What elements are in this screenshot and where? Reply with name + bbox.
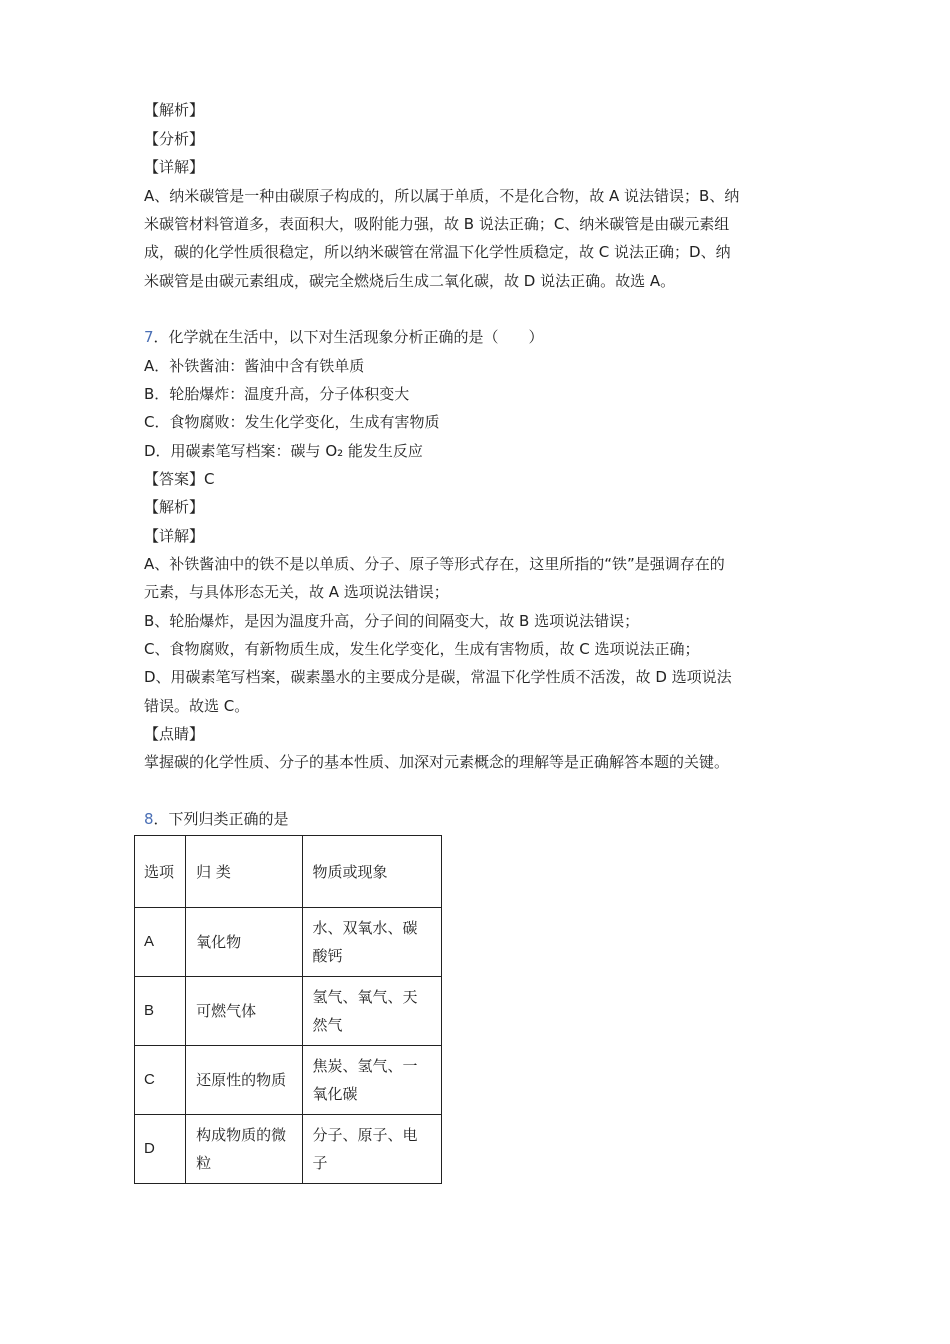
header-category: 归 类 <box>186 836 302 908</box>
q6-detail-line: A、纳米碳管是一种由碳原子构成的，所以属于单质，不是化合物，故 A 说法错误；B、纳 <box>144 187 740 205</box>
q7-answer <box>144 469 215 489</box>
row-category: 可燃气体 <box>186 977 302 1046</box>
row-category: 氧化物 <box>186 908 302 977</box>
row-category: 还原性的物质 <box>186 1046 302 1115</box>
q7-detail-line: 元素，与具体形态无关，故 A 选项说法错误； <box>144 583 449 601</box>
row-option: B <box>135 977 186 1046</box>
table-row <box>135 1046 442 1115</box>
q8-stem-text: ．下列归类正确的是 <box>153 810 289 828</box>
row-option: C <box>135 1046 186 1115</box>
q8-stem <box>144 809 289 829</box>
q7-stem-text: ．化学就在生活中，以下对生活现象分析正确的是（ ） <box>153 328 544 346</box>
table-row <box>135 1115 442 1184</box>
analysis-tag: 【解析】 <box>144 101 205 119</box>
detail-tag: 【详解】 <box>144 158 205 176</box>
row-items: 水、双氧水、碳酸钙 <box>302 908 441 977</box>
table-row <box>135 977 442 1046</box>
q7-detail-line: D、用碳素笔写档案，碳素墨水的主要成分是碳，常温下化学性质不活泼，故 D 选项说法 <box>144 668 732 686</box>
row-option: A <box>135 908 186 977</box>
q7-analysis-tag: 【解析】 <box>144 498 205 516</box>
q6-detail-line: 米碳管是由碳元素组成，碳完全燃烧后生成二氧化碳，故 D 说法正确。故选 A。 <box>144 272 676 290</box>
q7-detail-line: A、补铁酱油中的铁不是以单质、分子、原子等形式存在，这里所指的“铁”是强调存在的 <box>144 555 725 573</box>
q7-option-a: A．补铁酱油：酱油中含有铁单质 <box>144 357 365 375</box>
q6-detail-line: 成，碳的化学性质很稳定，所以纳米碳管在常温下化学性质稳定，故 C 说法正确；D、纳 <box>144 243 731 261</box>
q7-comment-tag: 【点睛】 <box>144 725 205 743</box>
answer-value: C <box>204 470 215 488</box>
row-items: 焦炭、氢气、一氧化碳 <box>302 1046 441 1115</box>
q7-stem <box>144 327 544 347</box>
q7-detail-line: 错误。故选 C。 <box>144 697 250 715</box>
q7-detail-tag: 【详解】 <box>144 527 205 545</box>
answer-tag: 【答案】 <box>144 470 205 488</box>
table-header-row <box>135 836 442 908</box>
q6-detail-line: 米碳管材料管道多，表面积大，吸附能力强，故 B 说法正确；C、纳米碳管是由碳元素组 <box>144 215 730 233</box>
row-category: 构成物质的微粒 <box>186 1115 302 1184</box>
header-option: 选项 <box>135 836 186 908</box>
header-items: 物质或现象 <box>302 836 441 908</box>
q7-number: 7 <box>144 328 154 346</box>
row-items: 分子、原子、电子 <box>302 1115 441 1184</box>
q7-detail-line: B、轮胎爆炸，是因为温度升高，分子间的间隔变大，故 B 选项说法错误； <box>144 612 640 630</box>
table-row <box>135 908 442 977</box>
q7-option-b: B．轮胎爆炸：温度升高，分子体积变大 <box>144 385 410 403</box>
q7-detail-line: C、食物腐败，有新物质生成，发生化学变化，生成有害物质，故 C 选项说法正确； <box>144 640 700 658</box>
row-items: 氢气、氧气、天然气 <box>302 977 441 1046</box>
q7-option-d: D．用碳素笔写档案：碳与 O₂ 能发生反应 <box>144 442 423 460</box>
fenxi-tag: 【分析】 <box>144 130 205 148</box>
classification-table <box>134 835 442 1184</box>
q7-option-c: C．食物腐败：发生化学变化，生成有害物质 <box>144 413 440 431</box>
q7-comment: 掌握碳的化学性质、分子的基本性质、加深对元素概念的理解等是正确解答本题的关键。 <box>144 753 730 771</box>
q8-number: 8 <box>144 810 154 828</box>
row-option: D <box>135 1115 186 1184</box>
